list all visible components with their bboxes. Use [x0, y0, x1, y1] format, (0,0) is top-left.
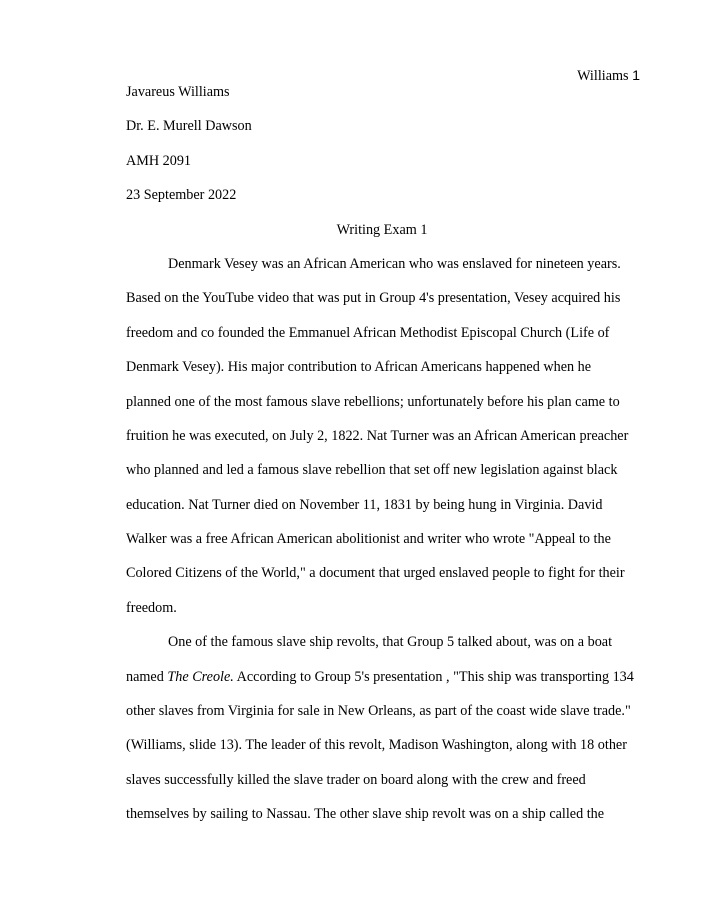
paragraph1-line: freedom.	[126, 599, 177, 616]
course-code: AMH 2091	[126, 152, 192, 169]
paragraph1-line: Based on the YouTube video that was put in Group 4's presentation, Vesey acquired his	[126, 290, 621, 307]
paragraph1-line: Colored Citizens of the World," a document that urged enslaved people to fight for their	[126, 565, 625, 582]
document-body	[126, 84, 638, 841]
paragraph2-line: slaves successfully killed the slave trader on board along with the crew and freed	[126, 771, 586, 788]
paragraph1-line: Walker was a free African American abolitionist and writer who wrote "Appeal to the	[126, 531, 611, 548]
paragraph1-line: planned one of the most famous slave rebellions; unfortunately before his plan came to	[126, 393, 620, 410]
paragraph2-text: According to Group 5's presentation , "This ship was transporting 134	[233, 668, 634, 685]
paragraph2-line: (Williams, slide 13). The leader of this revolt, Madison Washington, along with 18 other	[126, 737, 627, 754]
paragraph1-line: education. Nat Turner died on November 11, 1831 by being hung in Virginia. David	[126, 496, 603, 513]
paragraph2-line: themselves by sailing to Nassau. The other slave ship revolt was on a ship called the	[126, 806, 605, 823]
paragraph1-line: freedom and co founded the Emmanuel African Methodist Episcopal Church (Life of	[126, 324, 610, 341]
paragraph1-line: Denmark Vesey was an African American who was enslaved for nineteen years.	[168, 255, 621, 272]
page-number: 1	[632, 68, 640, 84]
running-head	[577, 68, 640, 85]
paragraph1-line: who planned and led a famous slave rebellion that set off new legislation against black	[126, 462, 618, 479]
paragraph2-line	[126, 669, 638, 703]
paragraph1-line: fruition he was executed, on July 2, 1822. Nat Turner was an African American preacher	[126, 427, 629, 444]
paragraph1-line: Denmark Vesey). His major contribution to African Americans happened when he	[126, 359, 592, 376]
paragraph2-line: One of the famous slave ship revolts, that Group 5 talked about, was on a boat	[168, 634, 613, 651]
paragraph2-line: other slaves from Virginia for sale in New Orleans, as part of the coast wide slave trade."	[126, 703, 631, 720]
instructor-name: Dr. E. Murell Dawson	[126, 118, 252, 135]
document-title: Writing Exam 1	[336, 221, 428, 238]
paragraph2-text: named	[126, 668, 168, 685]
student-name: Javareus Williams	[126, 84, 230, 100]
running-head-name: Williams	[577, 68, 629, 84]
ship-name-italic: The Creole.	[167, 668, 234, 685]
submission-date: 23 September 2022	[126, 187, 237, 204]
